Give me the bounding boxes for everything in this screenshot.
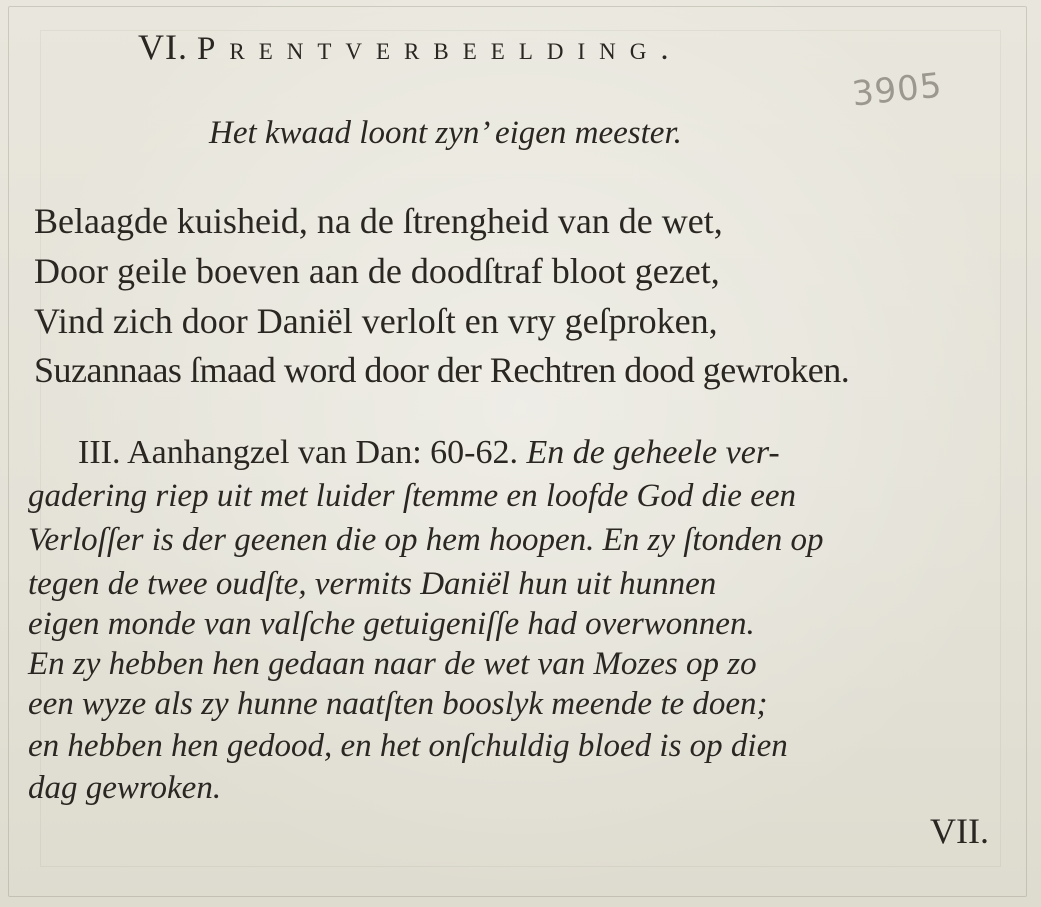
paragraph-line: gadering riep uit met luider ſtemme en loofde God die een <box>28 478 796 514</box>
verse-line: Belaagde kuisheid, na de ſtrengheid van de wet, <box>34 201 723 241</box>
verse-line: Door geile boeven aan de doodſtraf bloot gezet, <box>34 251 720 291</box>
reference-start: En de geheele ver- <box>526 434 780 471</box>
paragraph-line: En zy hebben hen gedaan naar de wet van Mozes op zo <box>28 646 757 682</box>
paragraph-line: tegen de twee oudſte, vermits Daniël hun uit hunnen <box>28 566 717 602</box>
paragraph-line: eigen monde van valſche getuigeniſſe had overwonnen. <box>28 606 755 642</box>
reference-lead: III. Aanhangzel van Dan: 60-62. <box>78 434 518 471</box>
section-heading <box>138 26 683 68</box>
heading-numeral: VI. <box>138 27 188 67</box>
paragraph-line: en hebben hen gedood, en het onſchuldig bloed is op dien <box>28 728 788 764</box>
paragraph-line: Verloſſer is der geenen die op hem hoopen. En zy ſtonden op <box>28 522 824 558</box>
scripture-reference <box>78 434 780 472</box>
paragraph-line: dag gewroken. <box>28 770 222 806</box>
heading-word: Prentverbeelding. <box>197 31 683 67</box>
verse-line: Vind zich door Daniël verloſt en vry geſproken, <box>34 301 718 341</box>
inventory-number: 3905 <box>850 65 945 115</box>
catchword: VII. <box>930 811 989 851</box>
paragraph-line: een wyze als zy hunne naatſten booslyk meende te doen; <box>28 686 768 722</box>
subtitle: Het kwaad loont zyn’ eigen meester. <box>209 115 682 151</box>
verse-line: Suzannaas ſmaad word door der Rechtren dood gewroken. <box>34 350 850 390</box>
